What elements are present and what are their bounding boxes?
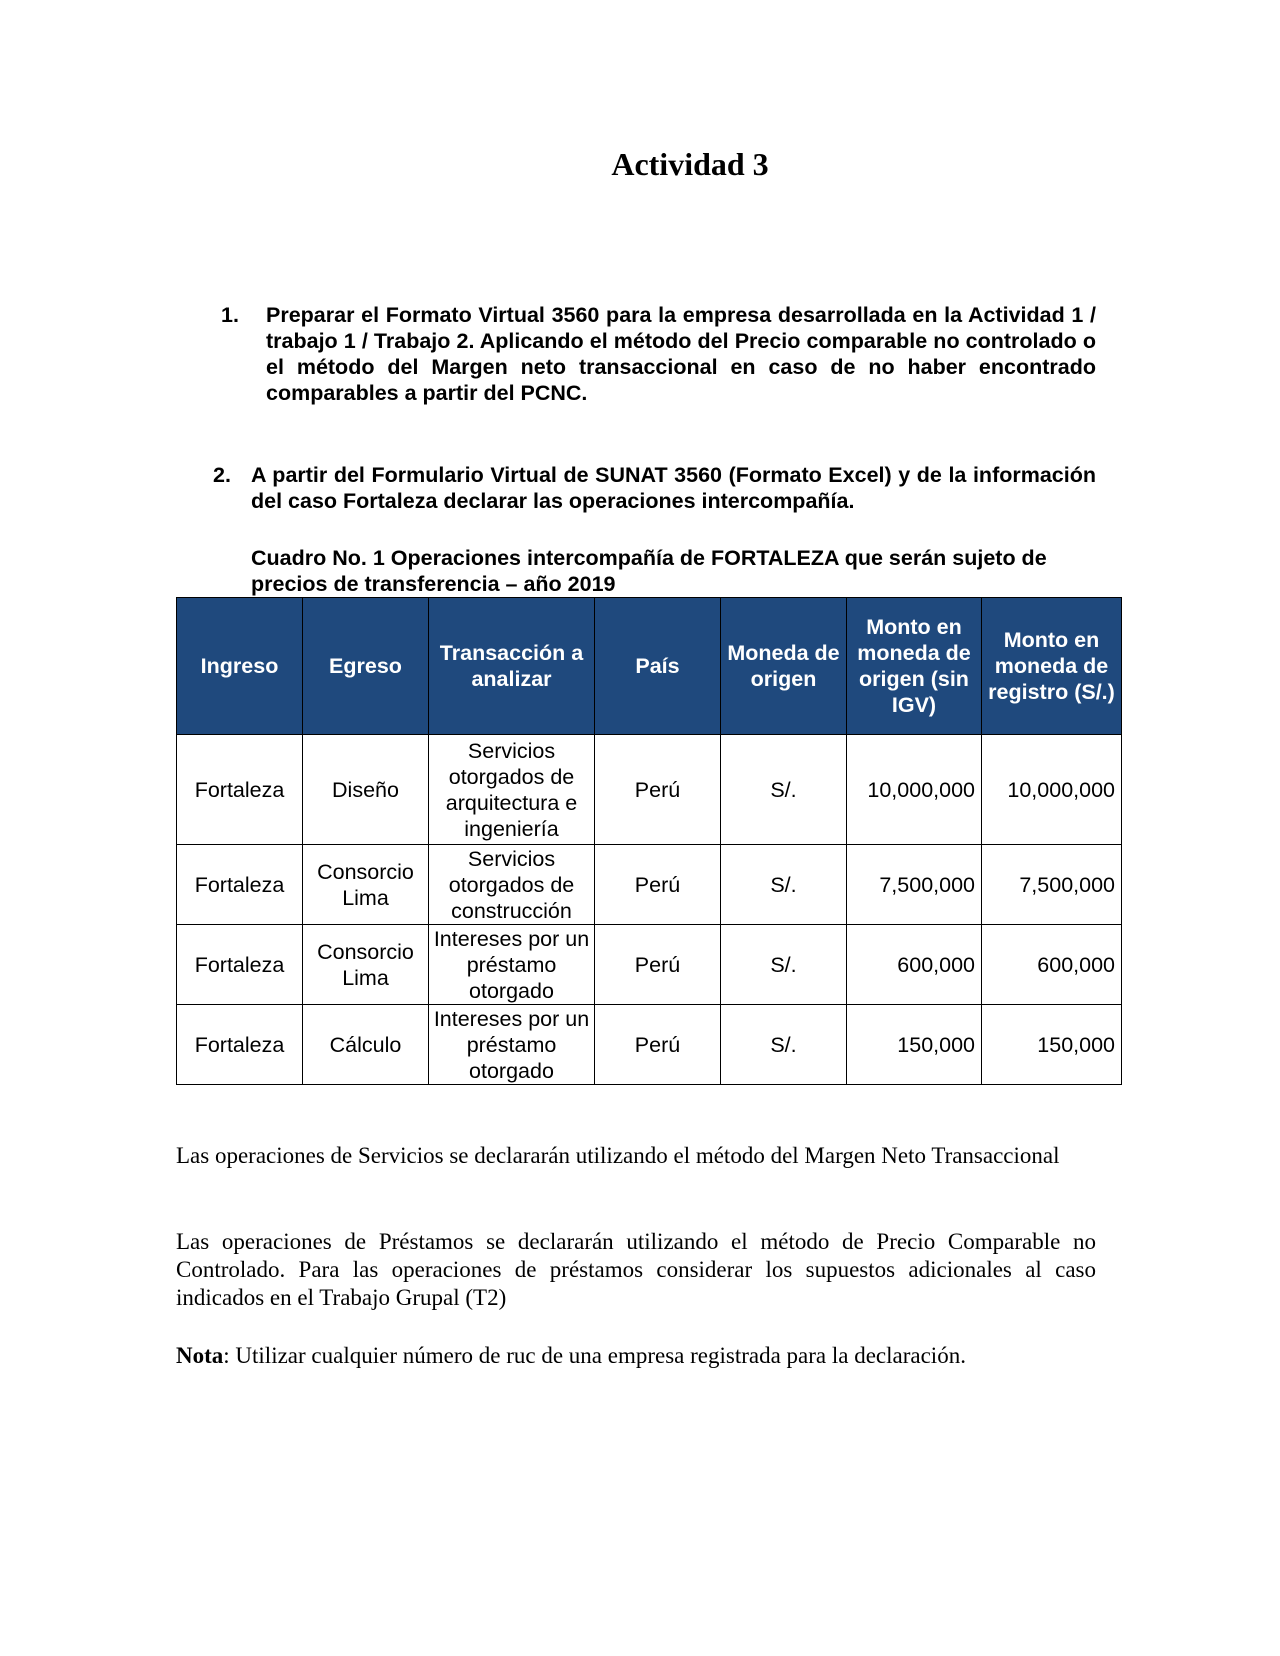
header-egreso: Egreso xyxy=(303,598,429,735)
header-transaccion: Transacción a analizar xyxy=(429,598,595,735)
header-moneda: Moneda de origen xyxy=(721,598,847,735)
header-monto-origen: Monto en moneda de origen (sin IGV) xyxy=(847,598,982,735)
table-row xyxy=(177,845,1122,925)
cell-pais: Perú xyxy=(595,1005,721,1085)
task-number: 1. xyxy=(221,303,239,327)
task-item-1 xyxy=(221,302,1096,406)
cell-moneda: S/. xyxy=(721,1005,847,1085)
task-item-2 xyxy=(213,462,1096,514)
cell-egreso: Consorcio Lima xyxy=(303,925,429,1005)
cell-transaccion: Servicios otorgados de arquitectura e ingeniería xyxy=(429,735,595,845)
services-paragraph: Las operaciones de Servicios se declararán utilizando el método del Margen Neto Transaccional xyxy=(176,1143,1060,1168)
cell-monto-origen: 600,000 xyxy=(847,925,982,1005)
cell-monto-origen: 150,000 xyxy=(847,1005,982,1085)
cell-transaccion: Intereses por un préstamo otorgado xyxy=(429,1005,595,1085)
table-header-row xyxy=(177,598,1122,735)
cell-monto-registro: 7,500,000 xyxy=(982,845,1122,925)
note-text: : Utilizar cualquier número de ruc de una empresa registrada para la declaración. xyxy=(223,1343,966,1368)
cell-moneda: S/. xyxy=(721,735,847,845)
cell-egreso: Diseño xyxy=(303,735,429,845)
cell-egreso: Consorcio Lima xyxy=(303,845,429,925)
cell-monto-origen: 10,000,000 xyxy=(847,735,982,845)
cell-moneda: S/. xyxy=(721,845,847,925)
cell-ingreso: Fortaleza xyxy=(177,845,303,925)
table-row xyxy=(177,1005,1122,1085)
cell-pais: Perú xyxy=(595,845,721,925)
cell-transaccion: Servicios otorgados de construcción xyxy=(429,845,595,925)
cell-monto-origen: 7,500,000 xyxy=(847,845,982,925)
note-paragraph xyxy=(176,1342,1096,1370)
loans-paragraph: Las operaciones de Préstamos se declararán utilizando el método de Precio Comparable no Controlado. Para las operaciones de préstamos considerar los supuestos adicionales al caso indicados en el Trabajo Grupal (T2) xyxy=(176,1229,1096,1310)
table-row xyxy=(177,925,1122,1005)
task-text: Preparar el Formato Virtual 3560 para la empresa desarrollada en la Actividad 1 / trabajo 1 / Trabajo 2. Aplicando el método del Precio comparable no controlado o el método del Margen neto transaccional en caso de no haber encontrado comparables a partir del PCNC. xyxy=(266,303,1096,405)
cell-egreso: Cálculo xyxy=(303,1005,429,1085)
cell-monto-registro: 600,000 xyxy=(982,925,1122,1005)
cell-moneda: S/. xyxy=(721,925,847,1005)
cell-transaccion: Intereses por un préstamo otorgado xyxy=(429,925,595,1005)
table-row xyxy=(177,735,1122,845)
note-label: Nota xyxy=(176,1343,224,1368)
cell-monto-registro: 150,000 xyxy=(982,1005,1122,1085)
operations-table xyxy=(176,597,1122,1085)
header-monto-registro: Monto en moneda de registro (S/.) xyxy=(982,598,1122,735)
header-pais: País xyxy=(595,598,721,735)
header-ingreso: Ingreso xyxy=(177,598,303,735)
cell-ingreso: Fortaleza xyxy=(177,925,303,1005)
cell-monto-registro: 10,000,000 xyxy=(982,735,1122,845)
cell-pais: Perú xyxy=(595,735,721,845)
table-caption: Cuadro No. 1 Operaciones intercompañía de FORTALEZA que serán sujeto de precios de transferencia – año 2019 xyxy=(251,546,1047,596)
task-text: A partir del Formulario Virtual de SUNAT 3560 (Formato Excel) y de la información del caso Fortaleza declarar las operaciones intercompañía. xyxy=(251,463,1096,513)
task-number: 2. xyxy=(213,463,231,487)
cell-ingreso: Fortaleza xyxy=(177,1005,303,1085)
page-title: Actividad 3 xyxy=(611,146,769,182)
cell-ingreso: Fortaleza xyxy=(177,735,303,845)
cell-pais: Perú xyxy=(595,925,721,1005)
